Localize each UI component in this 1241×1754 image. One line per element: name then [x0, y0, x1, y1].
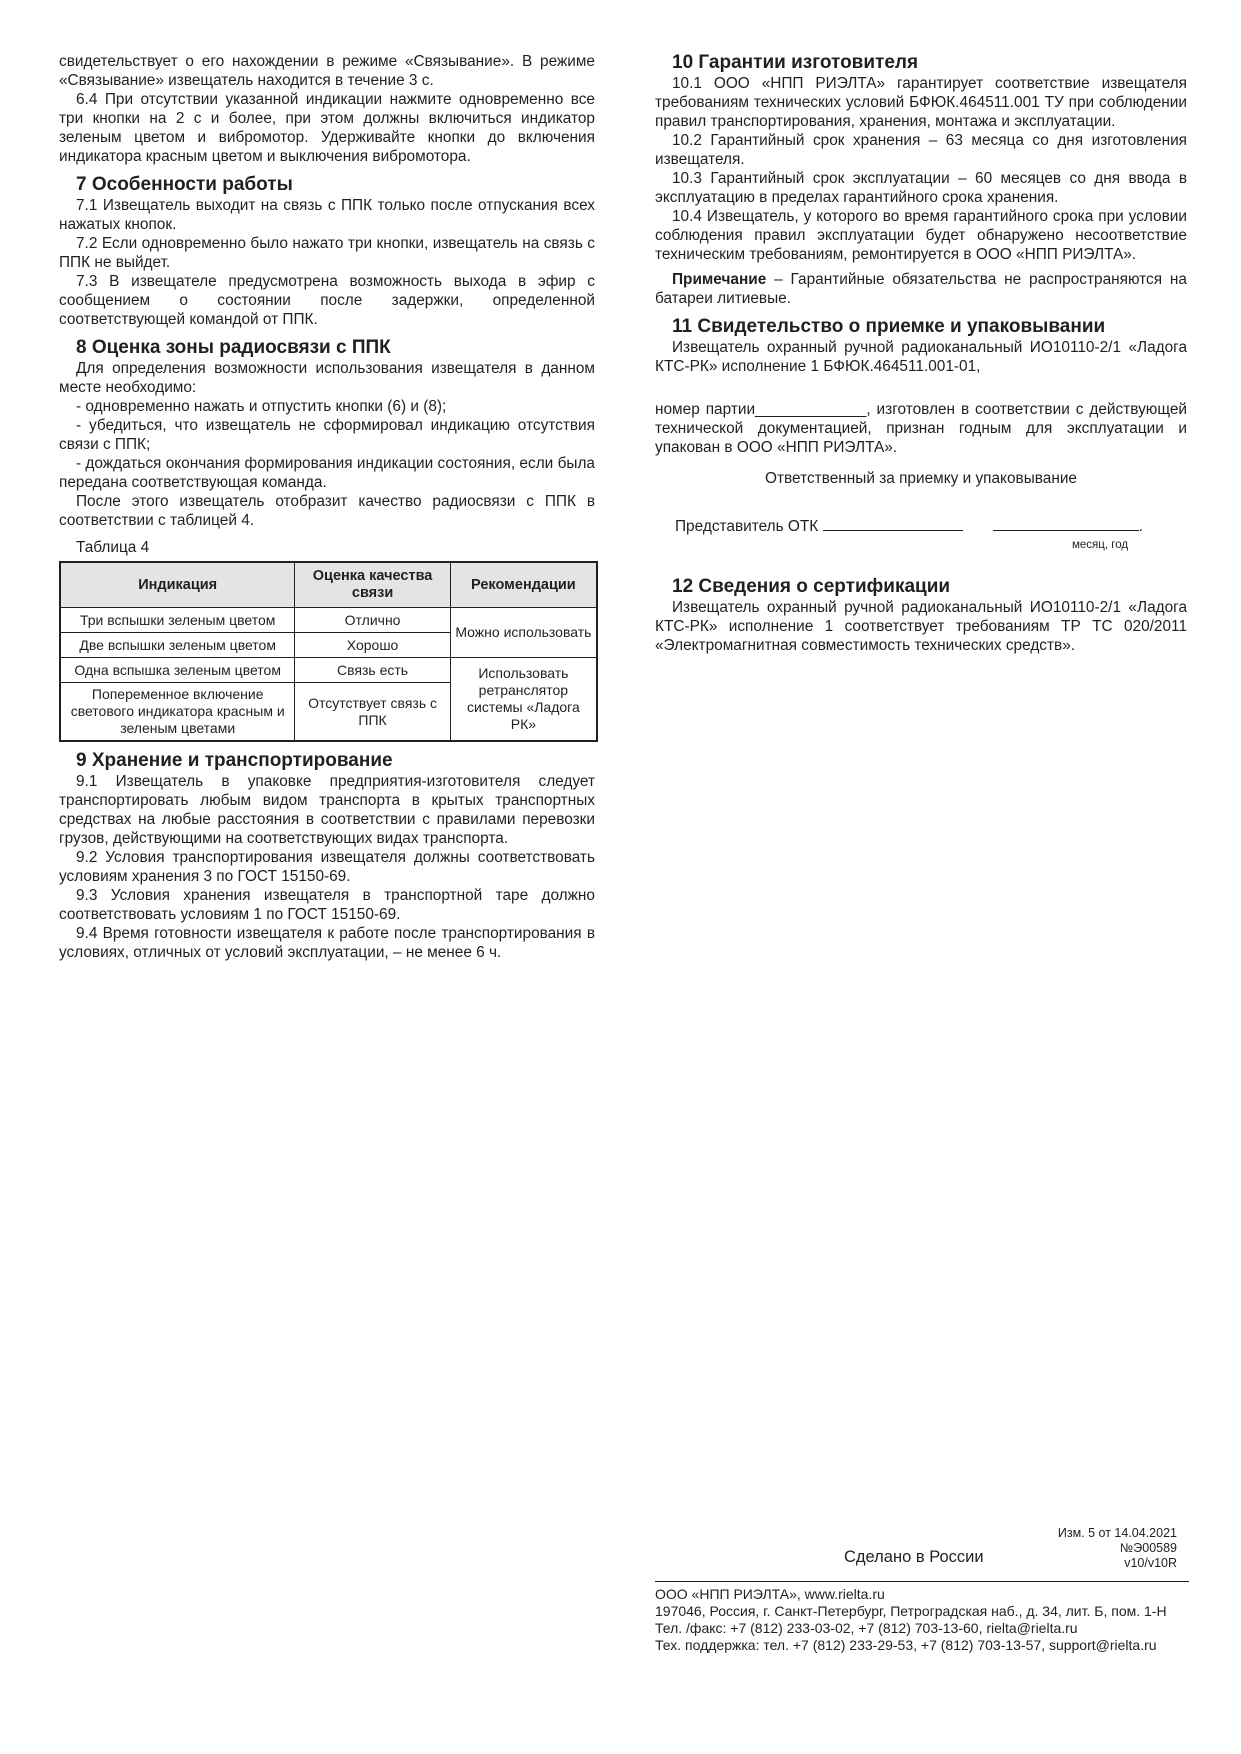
date-caption: месяц, год [1072, 539, 1129, 551]
otk-signature-row [655, 516, 1187, 552]
bullet-8-1: - одновременно нажать и отпустить кнопки (6) и (8); [76, 398, 447, 415]
table-row [60, 658, 597, 683]
otk-signature-line [823, 516, 963, 531]
table-cell-recommendation: Использовать ретранслятор системы «Ладога РК» [450, 658, 597, 742]
para-9-3: 9.3 Условия хранения извещателя в транспортной таре должно соответствовать условиям 1 по ГОСТ 15150-69. [59, 887, 595, 923]
revision-info [1058, 1526, 1177, 1571]
document-number: №Э00589 [1119, 1541, 1177, 1555]
para-8-after: После этого извещатель отобразит качество радиосвязи с ППК в соответствии с таблицей 4. [59, 493, 595, 529]
table-cell: Три вспышки зеленым цветом [60, 608, 295, 633]
address-line: 197046, Россия, г. Санкт-Петербург, Петроградская наб., д. 34, лит. Б, пом. 1-Н [655, 1603, 1167, 1619]
para-9-2: 9.2 Условия транспортирования извещателя должны соответствовать условиям хранения 3 по ГОСТ 15150-69. [59, 849, 595, 885]
table-cell: Связь есть [295, 658, 450, 683]
table-cell-recommendation: Можно использовать [450, 608, 597, 658]
bullet-8-2: - убедиться, что извещатель не сформировал индикацию отсутствия связи с ППК; [59, 417, 595, 453]
table-cell: Хорошо [295, 633, 450, 658]
date-period: . [1138, 518, 1143, 535]
intro-paragraph: свидетельствует о его нахождении в режиме «Связывание». В режиме «Связывание» извещатель находится в течение 3 с. [59, 53, 595, 89]
para-12-1: Извещатель охранный ручной радиоканальный ИО10110-2/1 «Ладога КТС-РК» исполнение 1 соответствует требованиям ТР ТС 020/2011 «Электромагнитная совместимость технических средств». [655, 599, 1187, 654]
phone-line: Тел. /факс: +7 (812) 233-03-02, +7 (812) 703-13-60, rielta@rielta.ru [655, 1620, 1078, 1636]
section-8-title: 8 Оценка зоны радиосвязи с ППК [76, 337, 391, 358]
table-cell: Две вспышки зеленым цветом [60, 633, 295, 658]
table-header: Оценка качества связи [295, 562, 450, 608]
note-label: Примечание [672, 271, 767, 288]
para-10-1: 10.1 ООО «НПП РИЭЛТА» гарантирует соответствие извещателя требованиям технических условий БФЮК.464511.001 ТУ при соблюдении правил транспортирования, хранения, монтажа и эксплуатации. [655, 75, 1187, 130]
table-caption: Таблица 4 [76, 539, 150, 556]
para-11-2: номер партии_____________, изготовлен в соответствии с действующей технической документацией, признан годным для эксплуатации и упакован в ООО «НПП РИЭЛТА». [655, 401, 1187, 456]
section-7-title: 7 Особенности работы [76, 174, 293, 195]
responsible-label: Ответственный за приемку и упаковывание [765, 470, 1077, 487]
table-header: Рекомендации [450, 562, 597, 608]
note-text: – Гарантийные обязательства не распространяются на батареи литиевые. [655, 271, 1187, 307]
bullet-8-3: - дождаться окончания формирования индикации состояния, если была передана соответствующая команда. [59, 455, 595, 491]
table-cell: Отсутствует связь с ППК [295, 683, 450, 742]
table-row [60, 608, 597, 633]
para-7-2: 7.2 Если одновременно было нажато три кнопки, извещатель на связь с ППК не выйдет. [59, 235, 595, 271]
para-8-intro: Для определения возможности использования извещателя в данном месте необходимо: [59, 360, 595, 396]
table-cell: Попеременное включение светового индикатора красным и зеленым цветами [60, 683, 295, 742]
table-cell: Одна вспышка зеленым цветом [60, 658, 295, 683]
para-9-1: 9.1 Извещатель в упаковке предприятия-изготовителя следует транспортировать любым видом транспорта в крытых транспортных средствах на любые расстояния в соответствии с правилами перевозки грузов, действующими на соответствующих видах транспорта. [59, 773, 595, 847]
made-in-label: Сделано в России [844, 1548, 984, 1566]
right-column [655, 52, 1187, 655]
footer-divider [655, 1581, 1189, 1582]
note-paragraph [655, 270, 1187, 308]
date-line [993, 516, 1139, 531]
company-line: ООО «НПП РИЭЛТА», www.rielta.ru [655, 1586, 885, 1602]
table-header-row [60, 562, 597, 608]
para-6-4: 6.4 При отсутствии указанной индикации нажмите одновременно все три кнопки на 2 с и более, при этом должны включиться индикатор зеленым цветом и вибромотор. Удерживайте кнопки до включения индикатора красным цветом и выключения вибромотора. [59, 91, 595, 165]
section-11-title: 11 Свидетельство о приемке и упаковывании [672, 316, 1106, 337]
para-7-3: 7.3 В извещателе предусмотрена возможность выхода в эфир с сообщением о состоянии после задержки, определенной соответствующей командой от ППК. [59, 273, 595, 328]
otk-label: Представитель ОТК [675, 518, 819, 535]
section-10-title: 10 Гарантии изготовителя [672, 52, 919, 73]
para-11-1: Извещатель охранный ручной радиоканальный ИО10110-2/1 «Ладога КТС-РК» исполнение 1 БФЮК.464511.001-01, [655, 339, 1187, 375]
table-4 [59, 561, 598, 742]
table-cell: Отлично [295, 608, 450, 633]
para-10-3: 10.3 Гарантийный срок эксплуатации – 60 месяцев со дня ввода в эксплуатацию в пределах гарантийного срока хранения. [655, 170, 1187, 206]
para-10-4: 10.4 Извещатель, у которого во время гарантийного срока при условии соблюдения правил эксплуатации будет обнаружено несоответствие техническим требованиям, ремонтируется в ООО «НПП РИЭЛТА». [655, 208, 1187, 263]
para-10-2: 10.2 Гарантийный срок хранения – 63 месяца со дня изготовления извещателя. [655, 132, 1187, 168]
contacts-block [655, 1586, 1167, 1654]
left-column [59, 52, 595, 962]
table-header: Индикация [60, 562, 295, 608]
section-12-title: 12 Сведения о сертификации [672, 576, 951, 597]
version-code: v10/v10R [1124, 1556, 1177, 1570]
support-line: Тех. поддержка: тел. +7 (812) 233-29-53, +7 (812) 703-13-57, support@rielta.ru [655, 1637, 1157, 1653]
revision-line: Изм. 5 от 14.04.2021 [1057, 1526, 1177, 1540]
para-9-4: 9.4 Время готовности извещателя к работе после транспортирования в условиях, отличных от условий эксплуатации, – не менее 6 ч. [59, 925, 595, 961]
para-7-1: 7.1 Извещатель выходит на связь с ППК только после отпускания всех нажатых кнопок. [59, 197, 595, 233]
section-9-title: 9 Хранение и транспортирование [76, 750, 393, 771]
